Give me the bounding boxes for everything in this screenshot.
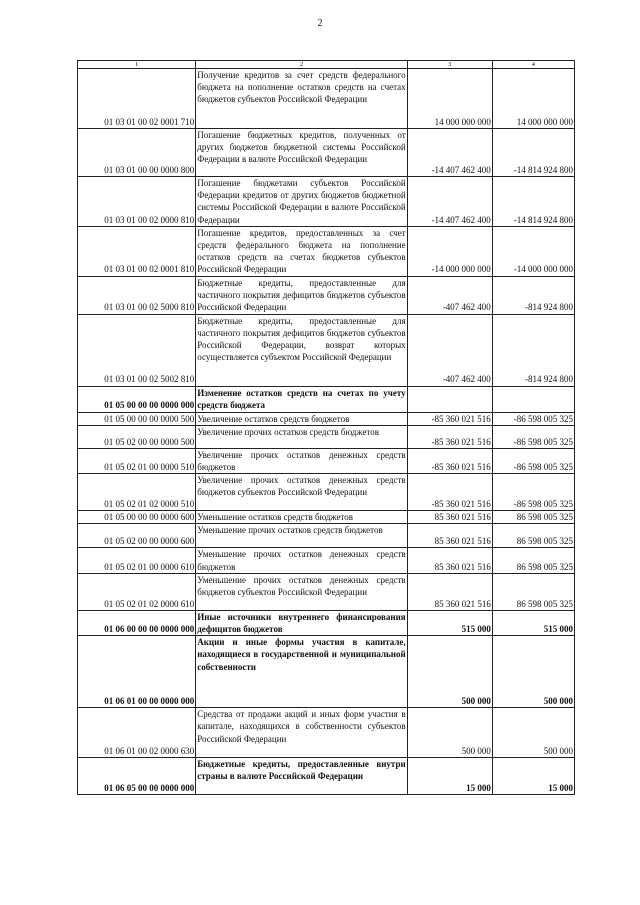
- table-row: [78, 412, 575, 425]
- amount-cell: 86 598 005 325: [492, 548, 574, 573]
- budget-code-cell: 01 03 01 00 02 5000 810: [78, 276, 196, 314]
- amount-cell: -14 407 462 400: [407, 129, 492, 177]
- table-row: [78, 708, 575, 758]
- source-name-cell: Бюджетные кредиты, предоставленные для частичного покрытия дефицитов бюджетов субъектов Российской Федерации: [196, 276, 407, 314]
- table-row: [78, 548, 575, 573]
- amount-cell: 85 360 021 516: [407, 548, 492, 573]
- amount-cell: 86 598 005 325: [492, 524, 574, 548]
- amount-cell: 15 000: [492, 758, 574, 795]
- table-row: [78, 276, 575, 314]
- amount-cell: -14 814 924 800: [492, 129, 574, 177]
- budget-code-cell: 01 05 00 00 00 0000 000: [78, 386, 196, 412]
- amount-cell: -407 462 400: [407, 276, 492, 314]
- amount-cell: -85 360 021 516: [407, 448, 492, 473]
- table-row: [78, 636, 575, 708]
- amount-cell: 500 000: [492, 708, 574, 758]
- budget-code-cell: 01 05 02 01 00 0000 610: [78, 548, 196, 573]
- table-row: [78, 69, 575, 129]
- source-name-cell: Средства от продажи акций и иных форм участия в капитале, находящихся в собственности субъектов Российской Федерации: [196, 708, 407, 758]
- amount-cell: -14 000 000 000: [407, 226, 492, 276]
- budget-code-cell: 01 03 01 00 02 0001 810: [78, 226, 196, 276]
- amount-cell: 515 000: [407, 610, 492, 635]
- budget-code-cell: 01 05 02 01 02 0000 610: [78, 573, 196, 610]
- amount-cell: 500 000: [492, 636, 574, 708]
- amount-cell: 515 000: [492, 610, 574, 635]
- budget-code-cell: 01 03 01 00 02 5002 810: [78, 314, 196, 386]
- source-name-cell: Уменьшение прочих остатков денежных средств бюджетов: [197, 549, 406, 572]
- source-name-cell: Уменьшение прочих остатков средств бюджетов: [196, 524, 407, 548]
- budget-code-cell: 01 05 00 00 00 0000 500: [78, 412, 196, 425]
- column-header: 3: [407, 61, 492, 69]
- amount-cell: [492, 386, 574, 412]
- amount-cell: 85 360 021 516: [407, 524, 492, 548]
- column-header: 4: [492, 61, 574, 69]
- table-row: [78, 610, 575, 635]
- amount-cell: 15 000: [407, 758, 492, 795]
- budget-code-cell: 01 05 00 00 00 0000 600: [78, 511, 196, 524]
- budget-code-cell: 01 05 02 00 00 0000 600: [78, 524, 196, 548]
- source-name-cell: Погашение бюджетами субъектов Российской Федерации кредитов от других бюджетов бюджетной системы Российской Федерации в валюте Российской Федерации: [197, 178, 406, 225]
- budget-code-cell: 01 06 01 00 02 0000 630: [78, 708, 196, 758]
- amount-cell: 14 000 000 000: [407, 69, 492, 129]
- amount-cell: -86 598 005 325: [492, 448, 574, 473]
- table-header-row: [78, 61, 575, 69]
- table-row: [78, 314, 575, 386]
- budget-code-cell: 01 06 05 00 00 0000 000: [78, 758, 196, 795]
- amount-cell: -14 407 462 400: [407, 177, 492, 227]
- amount-cell: -86 598 005 325: [492, 474, 574, 511]
- table-row: [78, 129, 575, 177]
- budget-code-cell: 01 06 01 00 00 0000 000: [78, 636, 196, 708]
- table-row: [78, 511, 575, 524]
- amount-cell: -85 360 021 516: [407, 474, 492, 511]
- source-name-cell: Увеличение прочих остатков денежных средств бюджетов субъектов Российской Федерации: [196, 474, 407, 511]
- budget-code-cell: 01 03 01 00 00 0000 800: [78, 129, 196, 177]
- table-row: [78, 386, 575, 412]
- amount-cell: 86 598 005 325: [492, 573, 574, 610]
- table-row: [78, 573, 575, 610]
- amount-cell: 85 360 021 516: [407, 573, 492, 610]
- table-row: [78, 524, 575, 548]
- source-name-cell: Увеличение прочих остатков денежных средств бюджетов: [197, 449, 406, 473]
- column-header: 1: [78, 61, 196, 69]
- source-name-cell: Уменьшение остатков средств бюджетов: [196, 511, 407, 524]
- amount-cell: -14 814 924 800: [492, 177, 574, 227]
- table-row: [78, 448, 575, 473]
- budget-code-cell: 01 03 01 00 02 0000 810: [78, 177, 196, 227]
- page-number: 2: [317, 18, 323, 29]
- source-name-cell: Погашение бюджетных кредитов, полученных от других бюджетов бюджетной системы Российской Федерации в валюте Российской Федерации: [196, 129, 407, 177]
- amount-cell: -85 360 021 516: [407, 425, 492, 448]
- amount-cell: [407, 386, 492, 412]
- budget-code-cell: 01 05 02 01 02 0000 510: [78, 474, 196, 511]
- budget-code-cell: 01 05 02 00 00 0000 500: [78, 425, 196, 448]
- amount-cell: -86 598 005 325: [492, 425, 574, 448]
- source-name-cell: Увеличение прочих остатков средств бюджетов: [196, 425, 407, 448]
- amount-cell: -86 598 005 325: [492, 412, 574, 425]
- amount-cell: 14 000 000 000: [492, 69, 574, 129]
- source-name-cell: Получение кредитов за счет средств федерального бюджета на пополнение остатков средств на счетах бюджетов субъектов Российской Федерации: [196, 69, 407, 129]
- budget-code-cell: 01 03 01 00 02 0001 710: [78, 69, 196, 129]
- table-row: [78, 226, 575, 276]
- source-name-cell: Бюджетные кредиты, предоставленные для частичного покрытия дефицитов бюджетов субъектов Российской Федерации, возврат которых осуществляется субъектом Российской Федерации: [196, 314, 407, 386]
- table-row: [78, 474, 575, 511]
- source-name-cell: Бюджетные кредиты, предоставленные внутри страны в валюте Российской Федерации: [196, 758, 407, 795]
- amount-cell: -85 360 021 516: [407, 412, 492, 425]
- source-name-cell: Иные источники внутреннего финансирования дефицитов бюджетов: [197, 611, 406, 635]
- column-header: 2: [196, 61, 407, 69]
- source-name-cell: Уменьшение прочих остатков денежных средств бюджетов субъектов Российской Федерации: [196, 573, 407, 610]
- table-row: [78, 177, 575, 227]
- table-row: [78, 425, 575, 448]
- amount-cell: -14 000 000 000: [492, 226, 574, 276]
- amount-cell: -814 924 800: [492, 314, 574, 386]
- table-row: [78, 758, 575, 795]
- amount-cell: 85 360 021 516: [407, 511, 492, 524]
- amount-cell: 500 000: [407, 636, 492, 708]
- amount-cell: -814 924 800: [492, 276, 574, 314]
- amount-cell: 500 000: [407, 708, 492, 758]
- source-name-cell: Изменение остатков средств на счетах по учету средств бюджета: [196, 386, 407, 412]
- budget-sources-table: [77, 60, 575, 795]
- source-name-cell: Увеличение остатков средств бюджетов: [196, 412, 407, 425]
- amount-cell: 86 598 005 325: [492, 511, 574, 524]
- source-name-cell: Погашение кредитов, предоставленных за счет средств федерального бюджета на пополнение остатков средств на счетах бюджетов субъектов Российской Федерации: [197, 227, 406, 275]
- budget-code-cell: 01 06 00 00 00 0000 000: [78, 610, 196, 635]
- source-name-cell: Акции и иные формы участия в капитале, находящиеся в государственной и муниципальной собственности: [196, 636, 407, 708]
- amount-cell: -407 462 400: [407, 314, 492, 386]
- budget-code-cell: 01 05 02 01 00 0000 510: [78, 448, 196, 473]
